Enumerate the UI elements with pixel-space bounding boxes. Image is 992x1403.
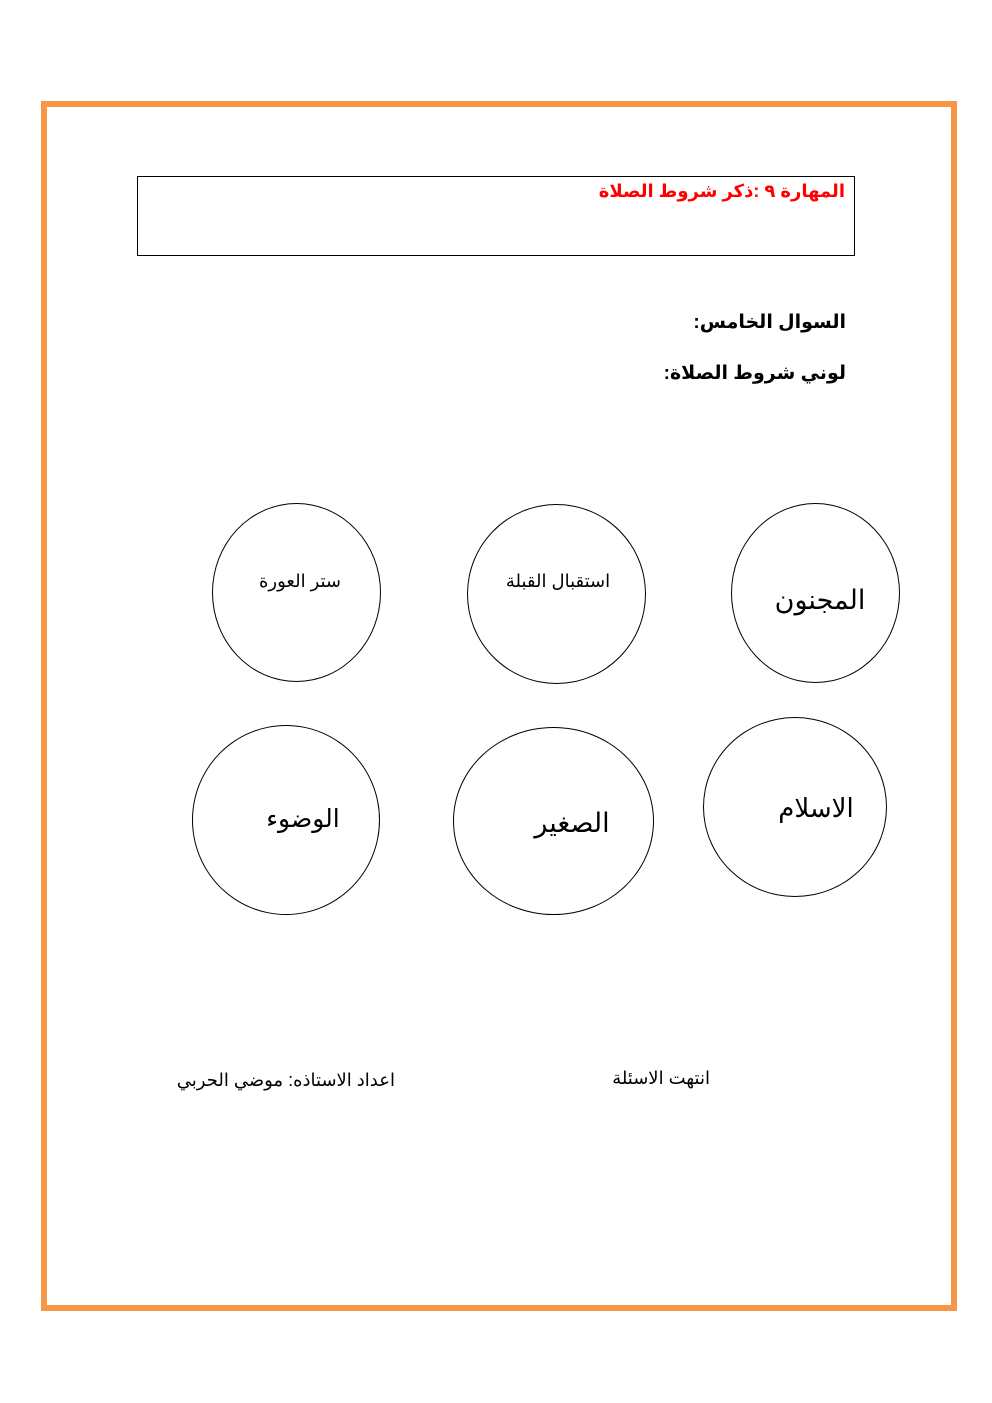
option-circle-awrah[interactable] bbox=[212, 503, 381, 682]
skill-header-box bbox=[137, 176, 855, 256]
option-label-wudu: الوضوء bbox=[266, 805, 340, 833]
question-number: السوال الخامس: bbox=[693, 312, 846, 333]
option-label-majnoon: المجنون bbox=[774, 585, 866, 615]
option-label-awrah: ستر العورة bbox=[258, 571, 342, 591]
option-label-qibla: استقبال القبلة bbox=[505, 571, 611, 591]
option-circle-qibla[interactable] bbox=[467, 504, 646, 684]
page-border-frame bbox=[41, 101, 957, 1311]
question-instruction: لوني شروط الصلاة: bbox=[663, 363, 846, 384]
skill-title: المهارة ٩ :ذكر شروط الصلاة bbox=[598, 181, 845, 201]
option-label-islam: الاسلام bbox=[778, 793, 854, 823]
author-credit-text: اعداد الاستاذه: موضي الحربي bbox=[176, 1070, 395, 1090]
end-of-questions-text: انتهت الاسئلة bbox=[612, 1068, 710, 1088]
option-label-sagheer: الصغير bbox=[534, 808, 610, 838]
